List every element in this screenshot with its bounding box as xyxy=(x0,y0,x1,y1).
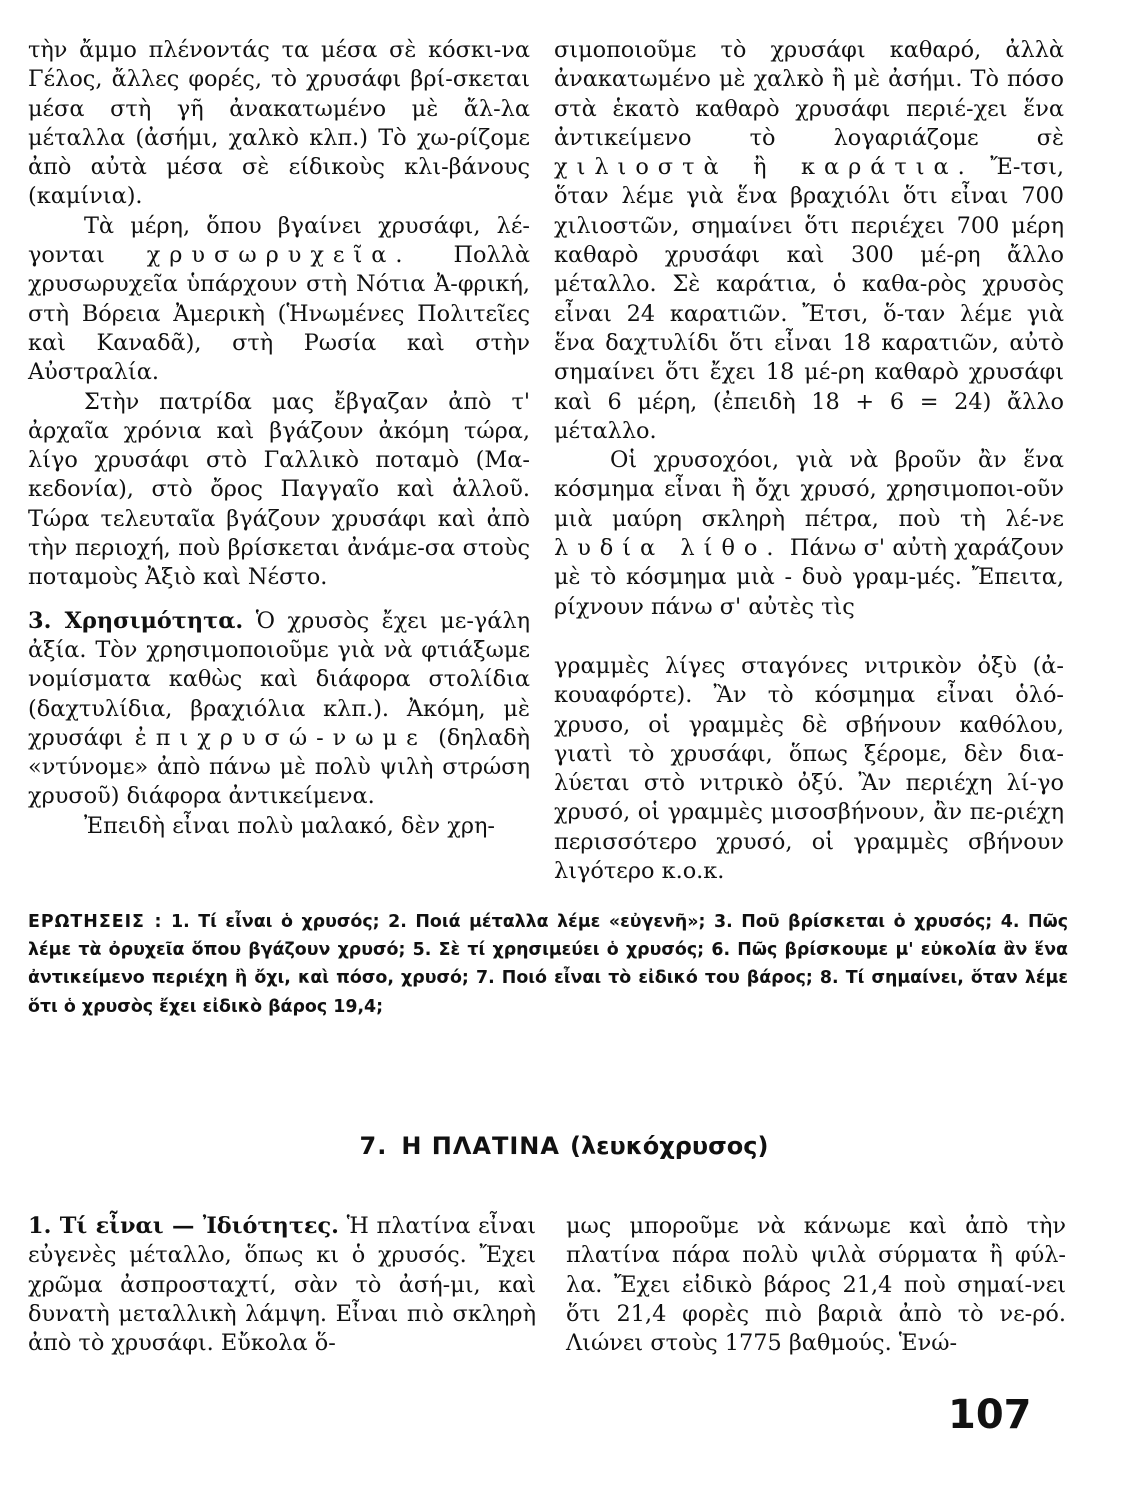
section-subtitle: (λευκόχρυσος) xyxy=(569,1132,769,1160)
spaced-term: χιλιοστὰ ἢ καράτια. xyxy=(554,154,974,181)
paragraph: γραμμὲς λίγες σταγόνες νιτρικὸν ὀξὺ (ἀ-κουαφόρτε). Ἂν τὸ κόσμημα εἶναι ὁλό-χρυσο, οἱ γραμμὲς δὲ σβήνουν καθόλου, γιατὶ τὸ χρυσάφι, ὅπως ξέρομε, δὲν δια-λύεται στὸ νιτρικὸ ὀξύ. Ἂν περιέχη λί-γο χρυσό, οἱ γραμμὲς μισοσβήνουν, ἂν πε-ριέχη περισσότερο χρυσό, οἱ γραμμὲς σβήνουν λιγότερο κ.ο.κ. xyxy=(554,652,1064,885)
paragraph xyxy=(28,212,530,388)
paragraph xyxy=(28,607,530,812)
section-heading xyxy=(0,1132,1128,1160)
paragraph: μως μποροῦμε νὰ κάνωμε καὶ ἀπὸ τὴν πλατίνα πάρα πολὺ ψιλὰ σύρματα ἢ φύλ-λα. Ἔχει εἰδικὸ βάρος 21,4 ποὺ σημαί-νει ὅτι 21,4 φορὲς πιὸ βαριὰ ἀπὸ τὸ νε-ρό. Λιώνει στοὺς 1775 βαθμούς. Ἑνώ- xyxy=(566,1213,1066,1357)
text-run: σιμοποιοῦμε τὸ χρυσάφι καθαρό, ἀλλὰ ἀνακατωμένο μὲ χαλκὸ ἢ μὲ ἀσήμι. Τὸ πόσο στὰ ἑκατὸ καθαρὸ χρυσάφι περιέ-χει ἕνα ἀντικείμενο τὸ λογαριάζομε σὲ xyxy=(554,37,1064,151)
top-left-column xyxy=(28,36,530,841)
questions-text: 1. Τί εἶναι ὁ χρυσός; 2. Ποιά μέταλλα λέμε «εὐγενῆ»; 3. Ποῦ βρίσκεται ὁ χρυσός; 4. Πῶς λέμε τὰ ὀρυχεῖα ὅπου βγάζουν χρυσό; 5. Σὲ τί χρησιμεύει ὁ χρυσός; 6. Πῶς βρίσκουμε μ' εὐκολία ἂν ἕνα ἀντικείμενο περιέχη ἢ ὄχι, καὶ πόσο, χρυσό; 7. Ποιό εἶναι τὸ εἰδικό του βάρος; 8. Τί σημαίνει, ὅταν λέμε ὅτι ὁ χρυσὸς ἔχει εἰδικὸ βάρος 19,4; xyxy=(28,912,1069,1017)
questions-label: ΕΡΩΤΗΣΕΙΣ : xyxy=(28,912,163,932)
section-title: Η ΠΛΑΤΙΝΑ xyxy=(401,1132,560,1160)
spaced-term: ἐπιχρυσώ-νωμε xyxy=(134,724,427,751)
text-run: Ἔ-τσι, ὅταν λέμε γιὰ ἕνα βραχιόλι ὅτι εἶναι 700 χιλιοστῶν, σημαίνει ὅτι περιέχει 700 μέρη καθαρὸ χρυσάφι καὶ 300 μέ-ρη ἄλλο μέταλλο. Σὲ καράτια, ὁ καθα-ρὸς χρυσὸς εἶναι 24 καρατιῶν. Ἔτσι, ὅ-ταν λέμε γιὰ ἕνα δαχτυλίδι ὅτι εἶναι 18 καρατιῶν, αὐτὸ σημαίνει ὅτι ἔχει 18 μέ-ρη καθαρὸ χρυσάφι καὶ 6 μέρη, (ἐπειδὴ 18 + 6 = 24) ἄλλο μέταλλο. xyxy=(554,154,1064,444)
text-run: Πολλὰ χρυσωρυχεῖα ὑπάρχουν στὴ Νότια Ἀ-φρική, στὴ Βόρεια Ἀμερικὴ (Ἡνωμένες Πολιτεῖες καὶ Καναδᾶ), στὴ Ρωσία καὶ στὴν Αὐστραλία. xyxy=(28,242,530,386)
text-run: Ὁ χρυσὸς ἔχει με-γάλη ἀξία. Τὸν χρησιμοποιοῦμε γιὰ νὰ φτιάξωμε νομίσματα καθὼς καὶ διάφορα στολίδια (δαχτυλίδια, βραχιόλια κλπ.). Ἀκόμη, μὲ χρυσάφι xyxy=(28,607,530,751)
paragraph: τὴν ἄμμο πλένοντάς τα μέσα σὲ κόσκι-να Γέλος, ἄλλες φορές, τὸ χρυσάφι βρί-σκεται μέσα στὴ γῆ ἀνακατωμένο μὲ ἄλ-λα μέταλλα (ἀσήμι, χαλκὸ κλπ.) Τὸ χω-ρίζομε ἀπὸ αὐτὰ μέσα σὲ είδικοὺς κλι-βάνους (καμίνια). xyxy=(28,37,530,210)
spaced-term: χρυσωρυχεῖα. xyxy=(146,242,412,269)
text-run: Πάνω σ' αὐτὴ χαράζουν μὲ τὸ κόσμημα μιὰ - δυὸ γραμ-μές. Ἔπειτα, ρίχνουν πάνω σ' αὐτὲς τὶς xyxy=(554,535,1064,620)
text-run: Τὰ μέρη, ὅπου βγαίνει χρυσάφι, λέ-γονται xyxy=(28,212,530,269)
section-number: 7. xyxy=(359,1132,388,1160)
paragraph xyxy=(554,36,1064,446)
text-run: Ἡ πλατίνα εἶναι εὐγενὲς μέταλλο, ὅπως κι ὁ χρυσός. Ἔχει χρῶμα ἀσπροσταχτί, σὰν τὸ ἀσή-μι, καὶ δυνατὴ μεταλλικὴ λάμψη. Εἶναι πιὸ σκληρὴ ἀπὸ τὸ χρυσάφι. Εὔκολα ὅ- xyxy=(28,1213,536,1357)
bottom-right-column xyxy=(566,1212,1066,1358)
top-right-column xyxy=(554,36,1064,886)
paragraph xyxy=(28,1212,536,1358)
text-run: (δηλαδὴ «ντύνομε» ἀπὸ πάνω μὲ πολὺ ψιλὴ στρώση χρυσοῦ) διάφορα ἀντικείμενα. xyxy=(28,724,531,810)
text-run: Οἱ χρυσοχόοι, γιὰ νὰ βροῦν ἂν ἕνα κόσμημα εἶναι ἢ ὄχι χρυσό, χρησιμοποι-οῦν μιὰ μαύρη σκληρὴ πέτρα, ποὺ τὴ λέ-νε xyxy=(554,447,1064,532)
page-number: 107 xyxy=(948,1392,1032,1438)
paragraph: Στὴν πατρίδα μας ἔβγαζαν ἀπὸ τ' ἀρχαῖα χρόνια καὶ βγάζουν ἀκόμη τώρα, λίγο χρυσάφι στὸ Γαλλικὸ ποταμὸ (Μα-κεδονία), στὸ ὄρος Παγγαῖο καὶ ἀλλοῦ. Τώρα τελευταῖα βγάζουν χρυσάφι καὶ ἀπὸ τὴν περιοχή, ποὺ βρίσκεται ἀνάμε-σα στοὺς ποταμοὺς Ἀξιὸ καὶ Νέστο. xyxy=(28,388,530,591)
paragraph xyxy=(554,446,1064,622)
subsection-heading: 3. Χρησιμότητα. xyxy=(28,607,244,634)
paragraph: Ἐπειδὴ εἶναι πολὺ μαλακό, δὲν χρη- xyxy=(84,812,495,839)
spaced-term: λυδία λίθο. xyxy=(554,535,783,562)
bottom-left-column xyxy=(28,1212,536,1358)
subsection-heading: 1. Τί εἶναι — Ἰδιότητες. xyxy=(28,1213,339,1239)
review-questions xyxy=(28,908,1068,1021)
